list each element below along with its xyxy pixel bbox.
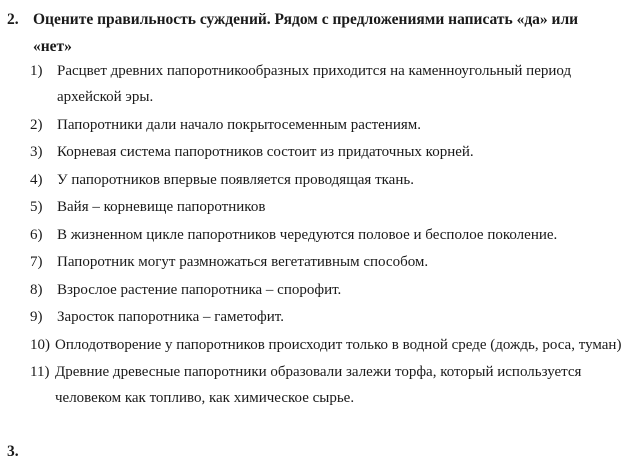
statement-number: 7): [30, 254, 43, 270]
statement-item: [30, 112, 630, 138]
statement-number: 2): [30, 116, 43, 133]
statement-item: [30, 222, 630, 248]
statement-item: [30, 249, 630, 275]
statement-number: 6): [30, 226, 43, 243]
statement-text: Оплодотворение у папоротников происходит только в водной среде (дождь, роса, туман): [55, 336, 622, 353]
statement-item: [30, 359, 630, 411]
statement-list: [30, 58, 630, 413]
statement-text: Папоротник могут размножаться вегетативным способом.: [57, 254, 429, 270]
statement-item: [30, 58, 630, 110]
statement-item: [30, 194, 630, 220]
statement-number: 8): [30, 281, 43, 298]
statement-text: Корневая система папоротников состоит из придаточных корней.: [57, 144, 474, 160]
statement-number: 1): [30, 63, 43, 79]
statement-number: 9): [30, 309, 43, 325]
statement-text: У папоротников впервые появляется проводящая ткань.: [57, 171, 414, 188]
next-task-number: 3.: [7, 443, 19, 460]
statement-text: Древние древесные папоротники образовали залежи торфа, который используется человеком как топливо, как химическое сырье.: [55, 364, 582, 406]
statement-text: Папоротники дали начало покрытосеменным растениям.: [57, 116, 422, 133]
statement-text: Расцвет древних папоротникообразных приходится на каменноугольный период архейской эры.: [57, 63, 572, 105]
statement-item: [30, 332, 630, 358]
statement-text: Заросток папоротника – гаметофит.: [57, 309, 284, 325]
statement-number: 4): [30, 171, 43, 188]
statement-text: Взрослое растение папоротника – спорофит.: [57, 281, 342, 298]
statement-text: Вайя – корневище папоротников: [57, 199, 266, 215]
task-heading: [7, 6, 617, 60]
task-number: 2.: [7, 11, 19, 28]
statement-item: [30, 167, 630, 193]
statement-item: [30, 277, 630, 303]
statement-number: 5): [30, 199, 43, 215]
statement-item: [30, 139, 630, 165]
task-heading-text: Оцените правильность суждений. Рядом с предложениями написать «да» или «нет»: [33, 11, 579, 55]
statement-item: [30, 304, 630, 330]
statement-text: В жизненном цикле папоротников чередуются половое и бесполое поколение.: [57, 226, 558, 243]
statement-number: 11): [30, 364, 50, 380]
statement-number: 10): [30, 336, 50, 353]
statement-number: 3): [30, 144, 43, 160]
